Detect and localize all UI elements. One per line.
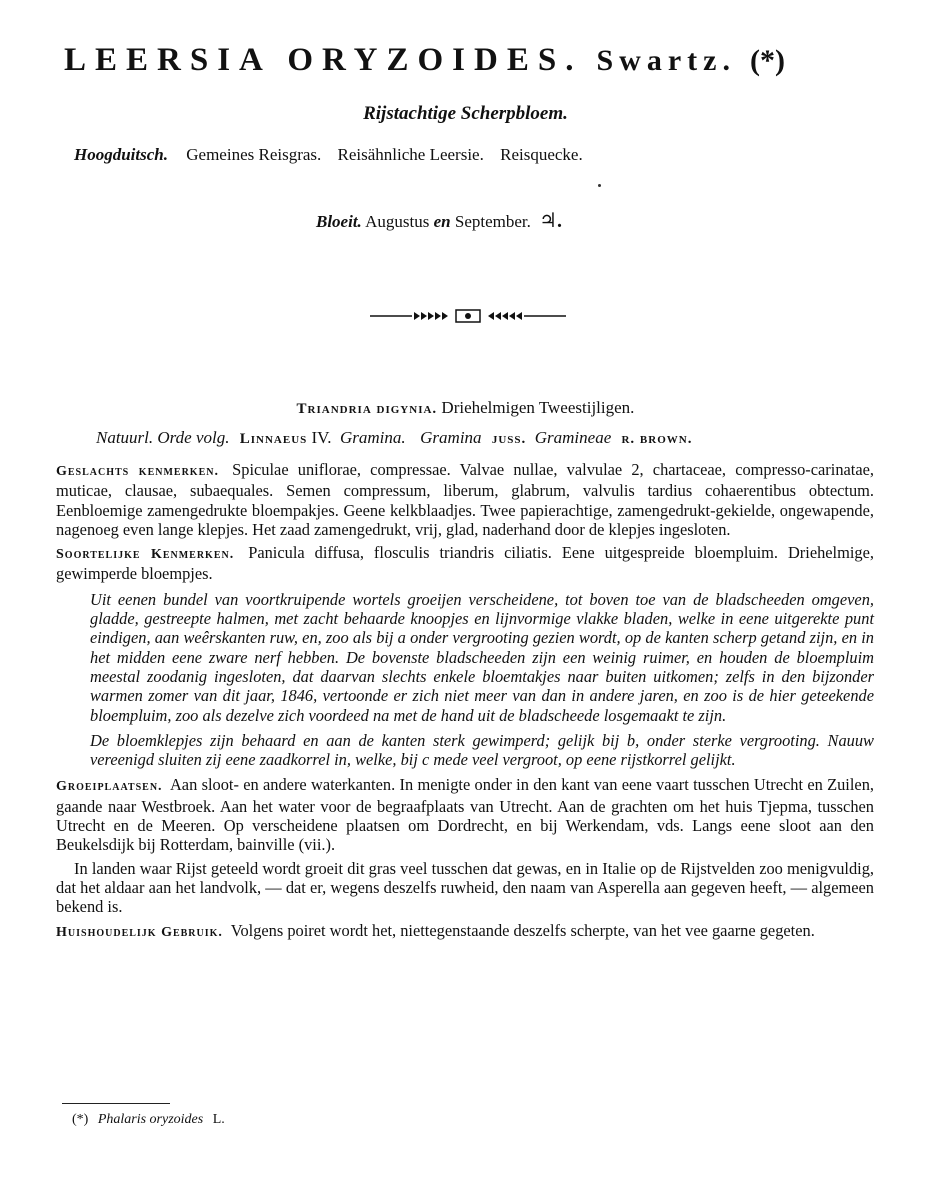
distribution-paragraph: In landen waar Rijst geteeld wordt groeit dit gras veel tusschen dat gewas, en in Italie op de Rijstvelden zoo menigvuldig, dat het aldaar aan het landvolk, — dat er, wegens deszelfs ruwheid, den naam van Asperella aan gegeven heeft, — algemeen bekend is.: [56, 858, 874, 917]
species-author: Swartz.: [596, 44, 736, 77]
german-names-line: [74, 145, 595, 165]
flowering-en: en: [433, 212, 451, 231]
page-title: [64, 42, 884, 92]
species-name: LEERSIA ORYZOIDES.: [64, 42, 583, 78]
linnean-class: Triandria digynia.: [296, 401, 438, 417]
flowering-label: Bloeit.: [316, 212, 362, 231]
german-name-3: Reisquecke.: [500, 145, 583, 164]
footnote-reference[interactable]: (*): [749, 44, 785, 77]
perennial-symbol: ♃.: [539, 210, 563, 232]
description-paragraph-1: Uit eenen bundel van voortkruipende wortels groeijen verscheidene, tot boven toe van de bladscheeden omgeven, gladde, gestreepte halmen, met zacht behaarde knoopjes en lijnvormige vlakke bladen, welke in eene uitgerekte punt eindigen, aan weêrskanten ruw, en, zoo als bij a onder vergrooting gezien wordt, op de kanten scherp getand zijn, en in het midden eene zware nerf hebben. De bovenste bladscheeden zijn een weinig ruimer, en houden de bloempluim meestal zoodanig ingesloten, dat daarvan slechts enkele bloemtakjes naar buiten uitkomen; zelfs in den bijzonder warmen zomer van dit jaar, 1846, vertoonde er zich niet meer van dan in andere jaren, en zoo is de hier geteekende bloempluim, zoo als dezelve zich voordeed na met de hand uit de bladscheede losgemaakt te zijn.: [90, 589, 874, 725]
gramina-juss: Gramina: [420, 428, 482, 447]
genus-characters-text: Spiculae uniflorae, compressae. Valvae nullae, valvulae 2, chartaceae, compresso-carinatae, muticae, clausae, subaequales. Semen compressum, liberum, glabrum, valvulis tardius cohaerentibus obtectum. Eenbloemige zamengedrukte bloempakjes. Geene kelkblaadjes. Twee papierachtige, zamengedrukt-gekielde, ongewapende, nagenoeg even lange klepjes. Het zaad zamengedrukt, vrij, glad, naderhand door de klepjes ingesloten.: [56, 460, 874, 539]
linnean-class-dutch: Driehelmigen Tweestijligen.: [441, 398, 635, 417]
juss-abbrev: juss.: [491, 431, 527, 447]
gramineae: Gramineae: [534, 428, 612, 447]
footnote: [72, 1112, 225, 1128]
ornament-divider: [370, 306, 566, 326]
footnote-rule: [62, 1103, 170, 1104]
species-characters: [56, 543, 874, 584]
german-name-1: Gemeines Reisgras.: [186, 145, 322, 164]
natural-order-line: [96, 428, 692, 448]
german-label: Hoogduitsch.: [74, 145, 168, 164]
genus-characters: [56, 460, 874, 539]
german-name-2: Reisähnliche Leersie.: [337, 145, 484, 164]
species-characters-text: Panicula diffusa, flosculis triandris ciliatis. Eene uitgespreide bloempluim. Driehelmige, gewimperde bloempjes.: [56, 543, 874, 584]
footnote-mark: (*): [72, 1112, 89, 1127]
habitat-section: [56, 775, 874, 854]
linnaeus-number: IV.: [311, 428, 332, 447]
flowering-month-a: Augustus: [365, 212, 430, 231]
linnaeus-name: Linnaeus: [239, 431, 308, 447]
description-body: [56, 460, 874, 946]
habitat-label: Groeiplaatsen.: [56, 779, 163, 795]
brown-abbrev: r. brown.: [621, 431, 693, 447]
order-label: Natuurl. Orde volg.: [96, 428, 230, 447]
description-paragraph-2: De bloemklepjes zijn behaard en aan de kanten sterk gewimperd; gelijk bij b, onder sterke vergrooting. Nauuw vereenigd sluiten zij eene zaadkorrel in, welke, bij c mede veel vergroot, op eene rijstkorrel gelijkt.: [90, 730, 874, 770]
footnote-synonym: Phalaris oryzoides: [97, 1112, 204, 1127]
flowering-line: [316, 208, 562, 233]
habitat-text: Aan sloot- en andere waterkanten. In menigte onder in den kant van eene vaart tusschen Utrecht en Zuilen, gaande naar Westbroek. Aan het water voor de begraafplaats van Utrecht. Aan de grachten om het huis Tjepma, tusschen Utrecht en de Meeren. Op verscheidene plaatsen om Dordrecht, en bij Werkendam, vds. Langs eene sloot aan den Beukelsdijk bij Rotterdam, bainville (vii.).: [56, 775, 874, 855]
dutch-name: Rijstachtige Scherpbloem.: [363, 103, 568, 124]
genus-characters-label: Geslachts kenmerken.: [56, 464, 219, 479]
flowering-month-b: September.: [454, 212, 531, 231]
species-characters-label: Soortelijke Kenmerken.: [56, 547, 235, 563]
household-use-label: Huishoudelijk Gebruik.: [56, 924, 223, 940]
gramina-order: Gramina.: [340, 428, 406, 447]
linnean-class-line: [0, 398, 931, 418]
household-use-section: [56, 921, 874, 942]
household-use-text: Volgens poiret wordt het, niettegenstaande deszelfs scherpte, van het vee gaarne gegeten.: [230, 920, 815, 940]
print-speck: [598, 184, 601, 187]
footnote-author: L.: [212, 1112, 225, 1127]
